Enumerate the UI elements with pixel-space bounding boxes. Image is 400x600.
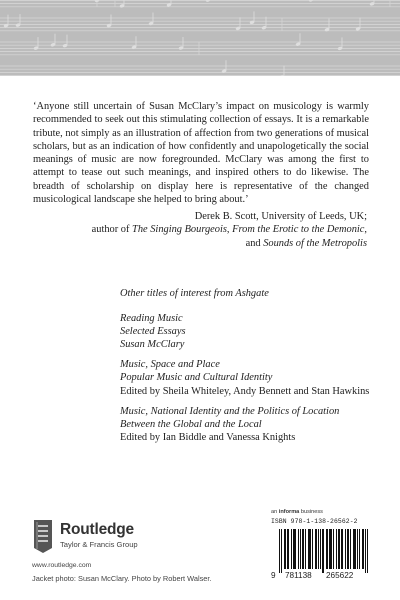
other-titles [120,287,380,451]
title-line: Between the Global and the Local [120,418,262,430]
title-line: Selected Essays [120,326,186,338]
book-title: From the Erotic to the Demonic [232,224,365,236]
informa-tagline: an informa business [271,509,323,515]
publisher-name: Routledge [60,521,134,538]
review-attribution [27,210,367,250]
informa-brand: informa [278,509,300,515]
publisher-logo [32,518,162,562]
isbn-label: ISBN 978-1-138-26562-2 [271,518,358,525]
book-title: The Singing Bourgeois [132,224,227,236]
publisher-group: Taylor & Francis Group [60,540,138,549]
barcode-digits-left: 781138 [285,571,312,580]
music-score-icon [0,0,400,76]
jacket-credit: Jacket photo: Susan McClary. Photo by Robert Walser. [32,574,212,583]
barcode-digit-lead: 9 [271,571,276,580]
isbn-barcode [271,518,371,584]
title-line: Music, Space and Place [120,359,220,371]
reviewer-name: Derek B. Scott, University of Leeds, UK; [194,211,367,222]
routledge-logo-icon [32,518,54,554]
publisher-url: www.routledge.com [32,562,92,569]
title-editors: Edited by Sheila Whiteley, Andy Bennett and Stan Hawkins [120,385,370,397]
title-line: Reading Music [120,313,183,325]
other-titles-heading: Other titles of interest from Ashgate [120,288,269,299]
barcode-icon [279,529,369,573]
title-line: Popular Music and Cultural Identity [120,372,273,384]
reviewer-books-line: author of The Singing Bourgeois, From the Erotic to the Demonic, [91,224,367,236]
book-title: Sounds of the Metropolis [263,237,367,249]
review-quote: ‘Anyone still uncertain of Susan McClary’s impact on musicology is warmly recommended to seek out this stimulating collection of essays. It is a remarkable tribute, not simply as an illustration of affection from two generations of musical scholars, but as an indication of how confidently and unapologetically the social meanings of music are now foregrounded. McClary was among the first to attempt to tease out such meanings, and inspired others to do likewise. The breadth of scholarship on display here is representative of the changed musicological landscape she helped to bring about.’ [33,101,369,206]
header-banner [0,0,400,76]
title-entry [120,312,380,351]
title-entry [120,405,380,444]
title-line: Susan McClary [120,339,185,351]
title-entry [120,358,380,397]
title-line: Music, National Identity and the Politics of Location [120,405,340,417]
reviewer-books-line: and Sounds of the Metropolis [245,237,367,249]
barcode-digits-right: 265622 [326,571,354,580]
title-editors: Edited by Ian Biddle and Vanessa Knights [120,431,296,443]
